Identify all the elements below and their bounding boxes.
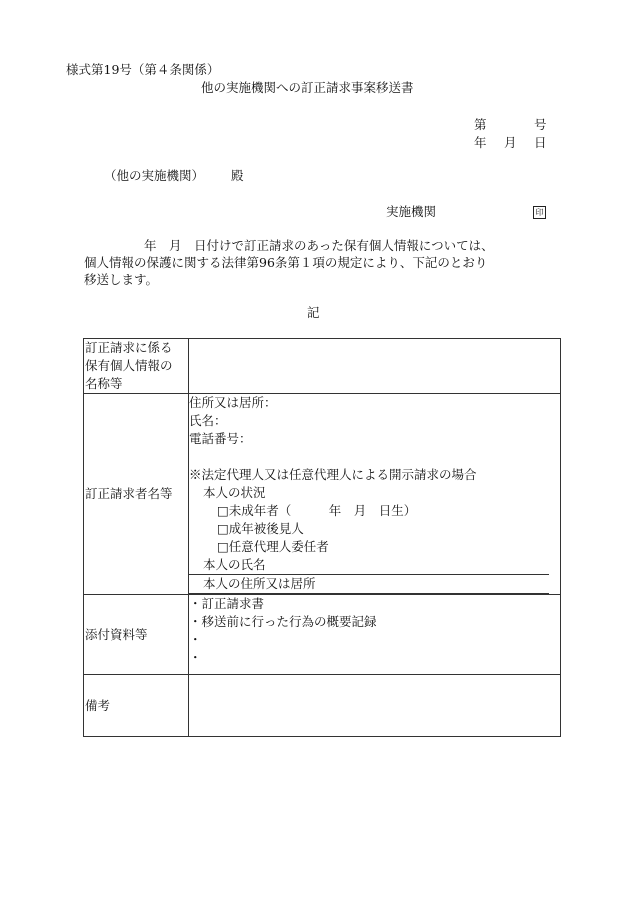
attachment-item: ・ [189,632,202,647]
value-subject [189,339,561,394]
checkbox-adult-ward[interactable]: □成年被後見人 [217,521,304,536]
principal-address-field[interactable]: 本人の住所又は居所 [189,575,549,594]
checkbox-minor[interactable]: □未成年者（ 年 月 日生） [217,503,417,518]
document-title: 他の実施機関への訂正請求事案移送書 [201,80,414,95]
date-month: 月 [504,135,517,150]
number-dai: 第 [474,117,487,132]
requester-address: 住所又は居所： [189,395,277,410]
body-line-3: 移送します。 [84,272,159,287]
spacer [189,448,560,466]
attachment-item: ・ [189,650,202,665]
value-remarks[interactable] [189,675,561,737]
label-subject-line: 名称等 [85,376,123,391]
date-day: 日 [534,135,547,150]
form-number: 様式第19号（第４条関係） [66,62,220,77]
checkbox-delegator[interactable]: □任意代理人委任者 [217,539,329,554]
status-heading: 本人の状況 [203,485,266,500]
ki-heading: 記 [307,305,320,320]
label-subject [84,339,189,394]
attachment-item: ・移送前に行った行為の概要記録 [189,614,377,629]
number-go: 号 [534,117,547,132]
label-requester: 訂正請求者名等 [84,394,189,595]
date-year: 年 [474,135,487,150]
agent-note: ※法定代理人又は任意代理人による開示請求の場合 [189,467,477,482]
requester-phone: 電話番号： [189,431,252,446]
attachment-item: ・訂正請求書 [189,596,265,611]
body-line-2: 個人情報の保護に関する法律第96条第１項の規定により、下記のとおり [84,255,488,270]
value-attachments [189,595,561,675]
table-row-subject [84,339,561,394]
addressee-honorific: 殿 [231,168,244,183]
label-subject-line: 保有個人情報の [85,358,173,373]
addressee-label: （他の実施機関） [104,168,205,183]
requester-name: 氏名： [189,413,227,428]
seal-mark [533,204,546,220]
body-line-1: 年 月 日付けで訂正請求のあった保有個人情報については、 [144,238,494,253]
label-remarks: 備考 [84,675,189,737]
principal-name-field[interactable]: 本人の氏名 [189,556,549,575]
table-row-requester [84,394,561,595]
table-row-remarks [84,675,561,737]
label-attachments: 添付資料等 [84,595,189,675]
sender-label: 実施機関 [386,204,437,219]
value-requester [189,394,561,595]
transfer-table [83,338,561,737]
seal-icon: 印 [533,206,546,219]
table-row-attachments [84,595,561,675]
label-subject-line: 訂正請求に係る [85,340,173,355]
